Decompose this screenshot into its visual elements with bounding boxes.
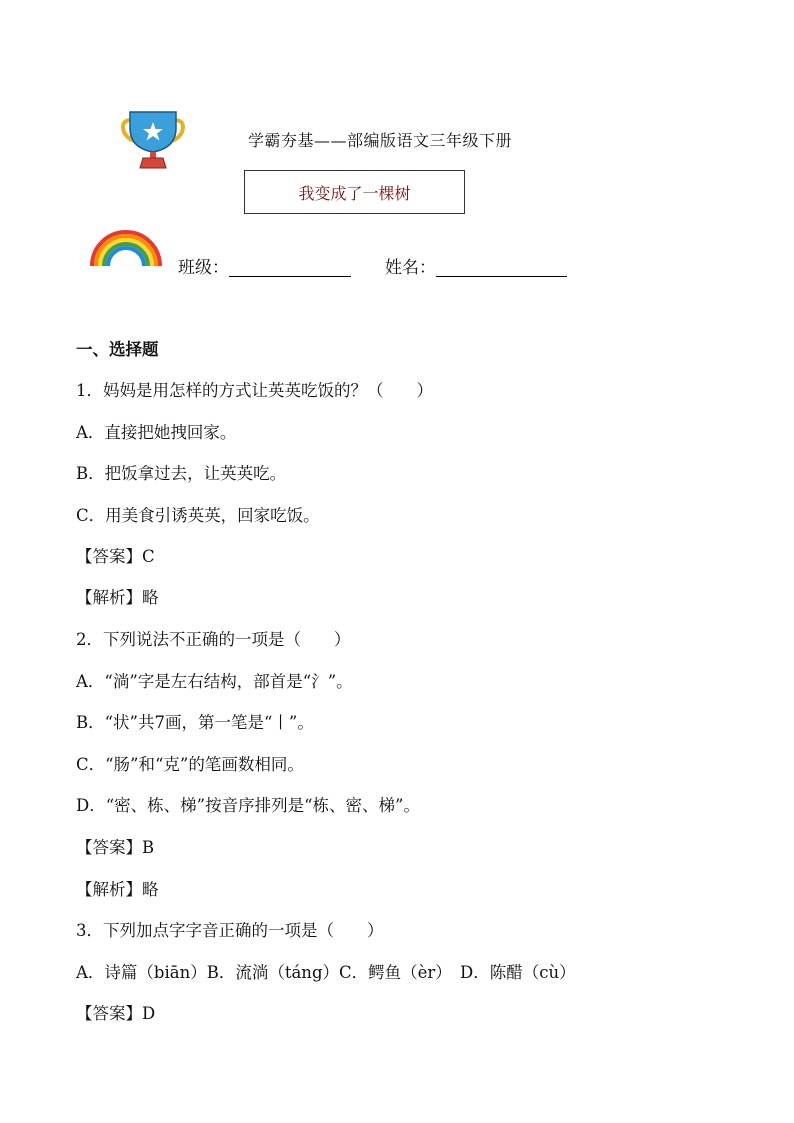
question-2-option-d: D．“密、栋、梯”按音序排列是“栋、密、梯”。: [76, 796, 420, 815]
question-2-option-b: B．“状”共7画，第一笔是“丨”。: [76, 713, 314, 732]
lesson-title: 我变成了一棵树: [298, 183, 411, 203]
class-blank[interactable]: [229, 258, 351, 277]
question-2-option-c: C．“肠”和“克”的笔画数相同。: [76, 755, 304, 774]
question-3-answer: 【答案】D: [76, 1004, 156, 1023]
question-2-option-a: A．“淌”字是左右结构，部首是“氵”。: [76, 672, 353, 691]
rainbow-icon: [88, 226, 164, 268]
name-label: 姓名：: [385, 258, 436, 278]
question-3-stem: 3．下列加点字字音正确的一项是（ ）: [76, 921, 384, 940]
question-2-stem: 2．下列说法不正确的一项是（ ）: [76, 630, 351, 649]
class-label: 班级：: [178, 258, 229, 278]
class-field: [178, 253, 351, 278]
question-1-option-a: A．直接把她拽回家。: [76, 423, 237, 442]
question-1-stem: 1．妈妈是用怎样的方式让英英吃饭的？（ ）: [76, 381, 433, 400]
question-1-option-b: B．把饭拿过去，让英英吃。: [76, 464, 287, 483]
question-2-analysis: 【解析】略: [76, 880, 159, 899]
question-3-options: A．诗篇（biān）B．流淌（táng）C．鳄鱼（èr） D．陈醋（cù）: [76, 963, 576, 982]
name-field: [385, 253, 567, 278]
lesson-title-box: [244, 170, 465, 214]
question-1-option-c: C．用美食引诱英英，回家吃饭。: [76, 506, 320, 525]
question-1-answer: 【答案】C: [76, 547, 155, 566]
trophy-icon: [118, 108, 188, 170]
name-blank[interactable]: [436, 258, 567, 277]
page-title: 学霸夯基——部编版语文三年级下册: [248, 131, 513, 150]
question-1-analysis: 【解析】略: [76, 588, 159, 607]
question-2-answer: 【答案】B: [76, 838, 155, 857]
section-heading: 一、选择题: [76, 340, 159, 359]
